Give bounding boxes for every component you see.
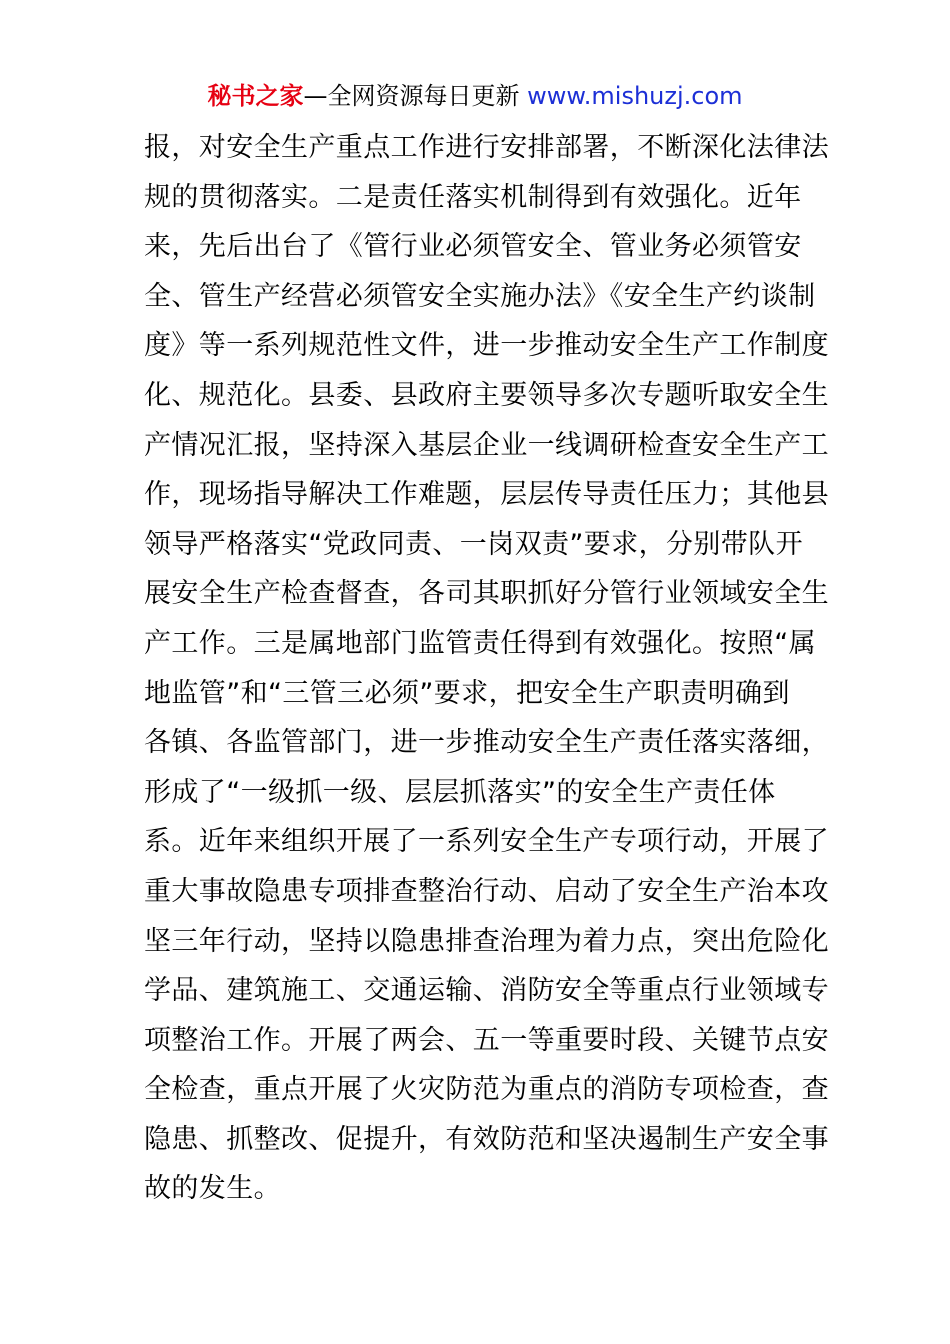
body-line: 产工作。三是属地部门监管责任得到有效强化。按照“属 <box>144 627 816 659</box>
site-url-link[interactable]: www.mishuzj.com <box>527 82 743 110</box>
site-brand: 秘书之家 <box>207 82 304 110</box>
body-line: 展安全生产检查督查，各司其职抓好分管行业领域安全生 <box>144 578 829 610</box>
site-slogan: —全网资源每日更新 <box>303 82 528 110</box>
body-line: 学品、建筑施工、交通运输、消防安全等重点行业领域专 <box>144 975 829 1007</box>
body-line: 报，对安全生产重点工作进行安排部署，不断深化法律法 <box>144 132 829 163</box>
body-line: 全检查，重点开展了火灾防范为重点的消防专项检查，查 <box>144 1074 829 1106</box>
body-line: 产情况汇报，坚持深入基层企业一线调研检查安全生产工 <box>144 429 829 461</box>
body-line: 项整治工作。开展了两会、五一等重要时段、关键节点安 <box>144 1024 829 1056</box>
body-line: 重大事故隐患专项排查整治行动、启动了安全生产治本攻 <box>144 875 829 907</box>
body-line: 隐患、抓整改、促提升，有效防范和坚决遏制生产安全事 <box>144 1123 829 1155</box>
body-line: 形成了“一级抓一级、层层抓落实”的安全生产责任体 <box>144 776 776 808</box>
body-line: 规的贯彻落实。二是责任落实机制得到有效强化。近年 <box>144 181 802 213</box>
body-line: 全、管生产经营必须管安全实施办法》《安全生产约谈制 <box>144 280 816 312</box>
body-line: 度》等一系列规范性文件，进一步推动安全生产工作制度 <box>144 330 829 362</box>
document-body <box>144 123 829 1214</box>
body-line: 各镇、各监管部门，进一步推动安全生产责任落实落细， <box>144 727 829 759</box>
body-line: 领导严格落实“党政同责、一岗双责”要求，分别带队开 <box>144 528 803 560</box>
body-line: 来，先后出台了《管行业必须管安全、管业务必须管安 <box>144 231 802 263</box>
body-line: 地监管”和“三管三必须”要求，把安全生产职责明确到 <box>144 677 790 709</box>
body-line: 系。近年来组织开展了一系列安全生产专项行动，开展了 <box>144 826 829 858</box>
page-header <box>0 80 950 112</box>
body-line: 坚三年行动，坚持以隐患排查治理为着力点，突出危险化 <box>144 925 829 957</box>
body-line: 作，现场指导解决工作难题，层层传导责任压力；其他县 <box>144 479 829 511</box>
body-line: 化、规范化。县委、县政府主要领导多次专题听取安全生 <box>144 379 829 411</box>
body-line: 故的发生。 <box>144 1173 281 1205</box>
